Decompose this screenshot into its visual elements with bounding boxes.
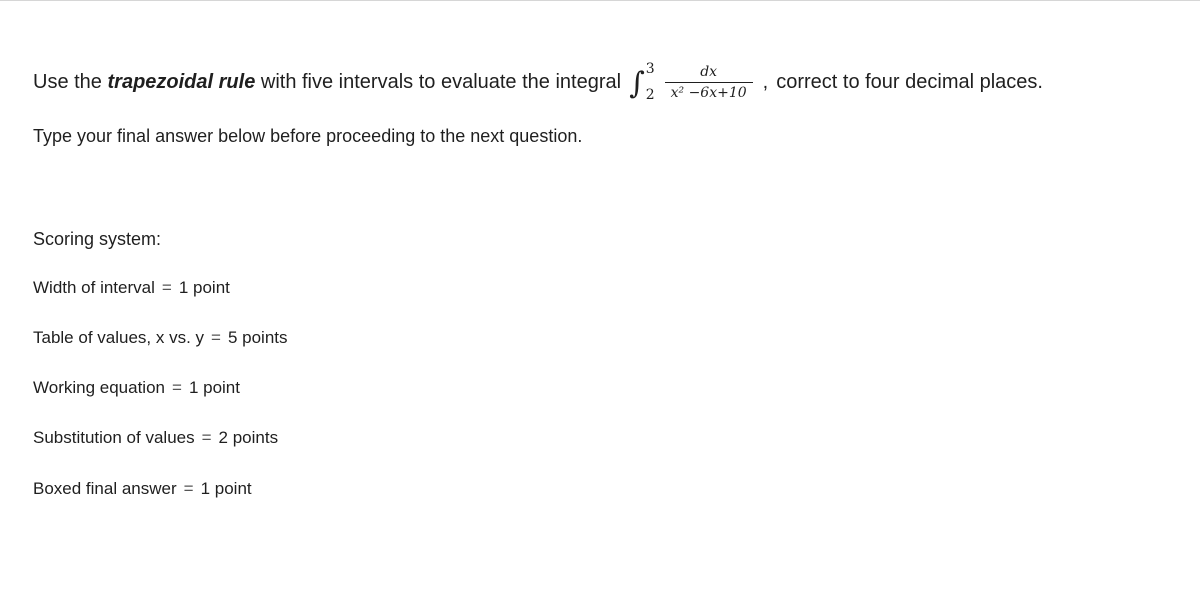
integral-sign: ∫ (629, 66, 645, 101)
score-points: 2 points (218, 428, 279, 447)
integral-lower-limit: 2 (645, 87, 655, 103)
score-label: Working equation (33, 378, 165, 397)
score-equals: = (172, 378, 182, 397)
question-middle: with five intervals to evaluate the integral (260, 70, 622, 93)
score-equals: = (161, 278, 172, 297)
score-item-table (33, 328, 288, 348)
score-label: Table of values, x vs. y (33, 328, 205, 347)
scoring-title: Scoring system: (33, 229, 162, 249)
score-label: Width of interval (33, 278, 155, 297)
score-points: 1 point (200, 479, 252, 498)
fraction-numerator: dx (700, 63, 718, 80)
score-points: 5 points (227, 328, 288, 347)
integral-upper-limit: 3 (645, 61, 655, 77)
rule-name: trapezoidal rule (107, 70, 256, 93)
score-item-substitution (33, 428, 278, 448)
integral-limits (646, 63, 655, 101)
score-item-final-answer (33, 479, 252, 499)
score-equals: = (183, 479, 194, 498)
instruction-text: Type your final answer below before proceeding to the next question. (33, 126, 583, 146)
score-item-width (33, 278, 230, 298)
score-label: Boxed final answer (33, 479, 177, 498)
top-divider (0, 0, 1200, 1)
question-comma: , (762, 70, 769, 93)
score-label: Substitution of values (33, 428, 195, 447)
question-prefix: Use the (33, 70, 102, 93)
score-equals: = (211, 328, 221, 347)
question-suffix: correct to four decimal places. (776, 70, 1043, 93)
question-text (33, 58, 1043, 106)
score-points: 1 point (178, 278, 230, 297)
score-item-equation (33, 378, 240, 398)
integrand-fraction (665, 64, 753, 101)
score-equals: = (201, 428, 212, 447)
integral-expression (629, 63, 753, 101)
score-points: 1 point (188, 378, 240, 397)
fraction-denominator: x² −6x+10 (670, 84, 747, 101)
